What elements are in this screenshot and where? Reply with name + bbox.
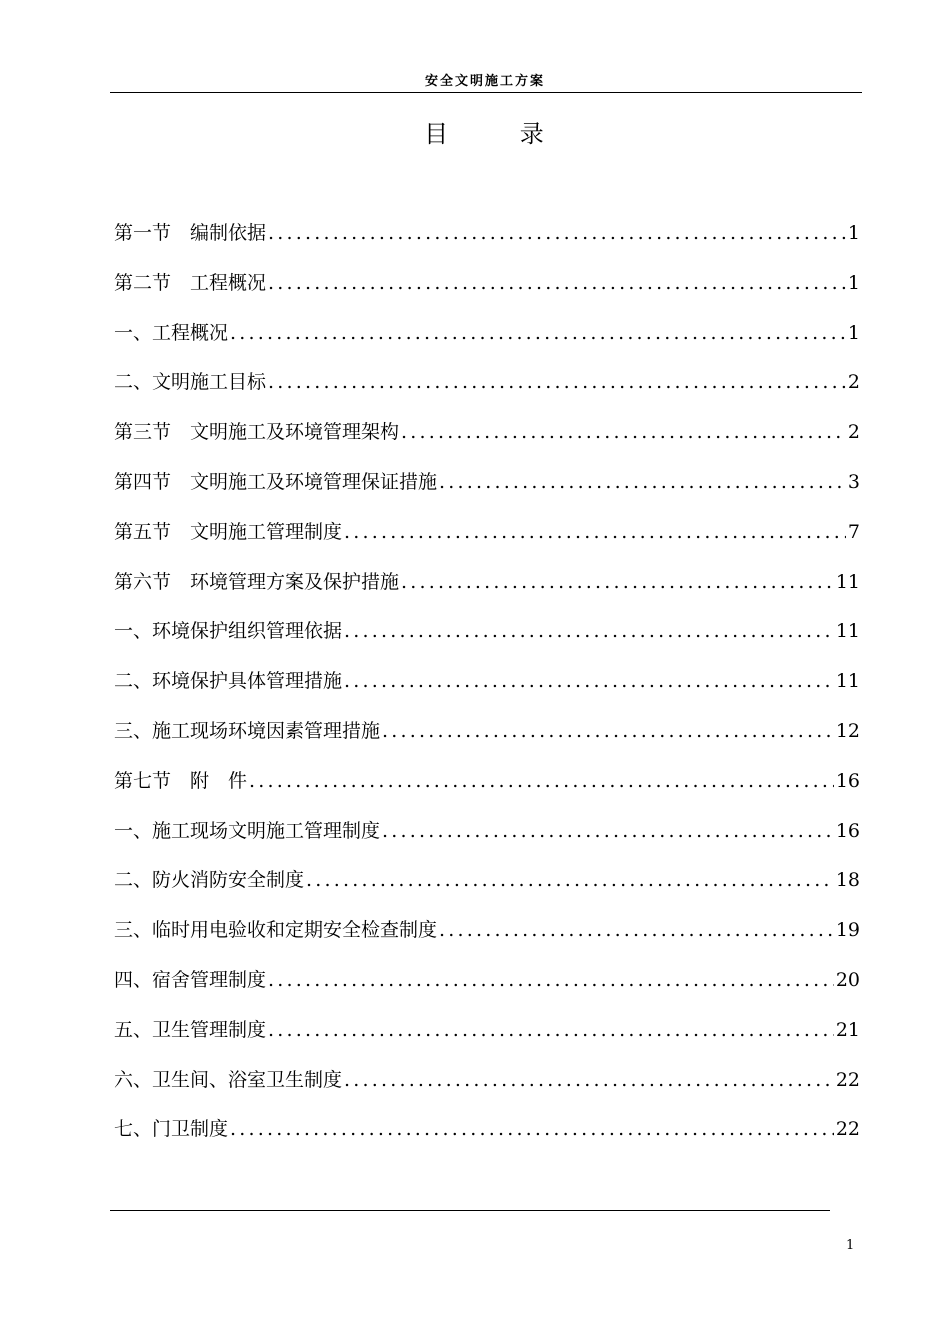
toc-entry[interactable] <box>114 666 860 716</box>
toc-entry-page: 3 <box>847 470 860 493</box>
toc-entry[interactable] <box>114 1015 860 1065</box>
toc-leader-dots <box>401 571 834 593</box>
toc-entry-page: 18 <box>835 869 860 892</box>
toc-entry-label: 二、防火消防安全制度 <box>114 869 305 892</box>
toc-entry-page: 11 <box>835 570 860 593</box>
toc-entry-page: 22 <box>835 1068 860 1091</box>
toc-entry-label: 五、卫生管理制度 <box>114 1018 267 1041</box>
toc-entry-label: 一、施工现场文明施工管理制度 <box>114 819 381 842</box>
toc-leader-dots <box>268 1019 834 1041</box>
toc-entry-page: 16 <box>835 769 860 792</box>
table-of-contents <box>114 218 860 1164</box>
toc-entry-page: 11 <box>835 620 860 643</box>
toc-entry[interactable] <box>114 517 860 567</box>
toc-entry-page: 7 <box>847 520 860 543</box>
running-header-title: 安全文明施工方案 <box>424 74 545 89</box>
toc-leader-dots <box>268 371 846 393</box>
toc-entry[interactable] <box>114 467 860 517</box>
toc-leader-dots <box>382 720 834 742</box>
toc-leader-dots <box>230 322 846 344</box>
toc-entry[interactable] <box>114 865 860 915</box>
toc-leader-dots <box>401 421 846 443</box>
toc-leader-dots <box>344 521 846 543</box>
toc-leader-dots <box>439 471 846 493</box>
toc-entry-label: 六、卫生间、浴室卫生制度 <box>114 1068 343 1091</box>
toc-entry-page: 19 <box>835 919 860 942</box>
toc-entry-page: 2 <box>847 421 860 444</box>
toc-entry-label: 一、环境保护组织管理依据 <box>114 620 343 643</box>
toc-entry[interactable] <box>114 766 860 816</box>
toc-entry-label: 第二节 工程概况 <box>114 271 267 294</box>
toc-entry-page: 11 <box>835 670 860 693</box>
toc-entry[interactable] <box>114 367 860 417</box>
toc-entry-label: 二、环境保护具体管理措施 <box>114 670 343 693</box>
toc-entry-label: 第四节 文明施工及环境管理保证措施 <box>114 470 438 493</box>
toc-entry-page: 16 <box>835 819 860 842</box>
header-rule <box>110 92 862 93</box>
toc-entry[interactable] <box>114 268 860 318</box>
toc-entry-page: 12 <box>835 719 860 742</box>
toc-entry-label: 二、文明施工目标 <box>114 371 267 394</box>
toc-entry[interactable] <box>114 965 860 1015</box>
toc-entry-label: 三、临时用电验收和定期安全检查制度 <box>114 919 438 942</box>
toc-entry[interactable] <box>114 1065 860 1115</box>
toc-entry[interactable] <box>114 915 860 965</box>
toc-entry[interactable] <box>114 1114 860 1164</box>
toc-entry-label: 第五节 文明施工管理制度 <box>114 520 343 543</box>
toc-entry-label: 第六节 环境管理方案及保护措施 <box>114 570 400 593</box>
toc-entry[interactable] <box>114 567 860 617</box>
toc-leader-dots <box>344 620 834 642</box>
toc-entry-page: 1 <box>847 222 860 244</box>
toc-entry[interactable] <box>114 616 860 666</box>
toc-entry-page: 20 <box>835 968 860 991</box>
toc-entry[interactable] <box>114 417 860 467</box>
toc-leader-dots <box>344 1069 834 1091</box>
toc-entry-page: 1 <box>847 321 860 344</box>
footer-rule <box>110 1210 830 1211</box>
toc-entry[interactable] <box>114 816 860 866</box>
toc-entry-label: 四、宿舍管理制度 <box>114 968 267 991</box>
toc-entry-label: 三、施工现场环境因素管理措施 <box>114 719 381 742</box>
toc-entry-page: 2 <box>847 371 860 394</box>
toc-leader-dots <box>268 222 846 244</box>
toc-leader-dots <box>382 820 834 842</box>
toc-entry[interactable] <box>114 716 860 766</box>
toc-entry-label: 第七节 附 件 <box>114 769 248 792</box>
toc-entry-page: 22 <box>835 1118 860 1141</box>
toc-entry-label: 第一节 编制依据 <box>114 222 267 244</box>
toc-entry-label: 七、门卫制度 <box>114 1118 229 1141</box>
page-number: 1 <box>846 1238 855 1253</box>
toc-leader-dots <box>268 969 834 991</box>
toc-leader-dots <box>268 272 846 294</box>
toc-entry-label: 第三节 文明施工及环境管理架构 <box>114 421 400 444</box>
toc-entry[interactable] <box>114 318 860 368</box>
toc-entry-label: 一、工程概况 <box>114 321 229 344</box>
toc-leader-dots <box>306 869 834 891</box>
toc-entry[interactable] <box>114 218 860 268</box>
toc-entry-page: 21 <box>835 1018 860 1041</box>
toc-leader-dots <box>230 1118 834 1140</box>
toc-leader-dots <box>344 670 834 692</box>
toc-title: 目 录 <box>424 120 546 148</box>
toc-leader-dots <box>439 919 834 941</box>
toc-entry-page: 1 <box>847 271 860 294</box>
toc-leader-dots <box>249 770 834 792</box>
